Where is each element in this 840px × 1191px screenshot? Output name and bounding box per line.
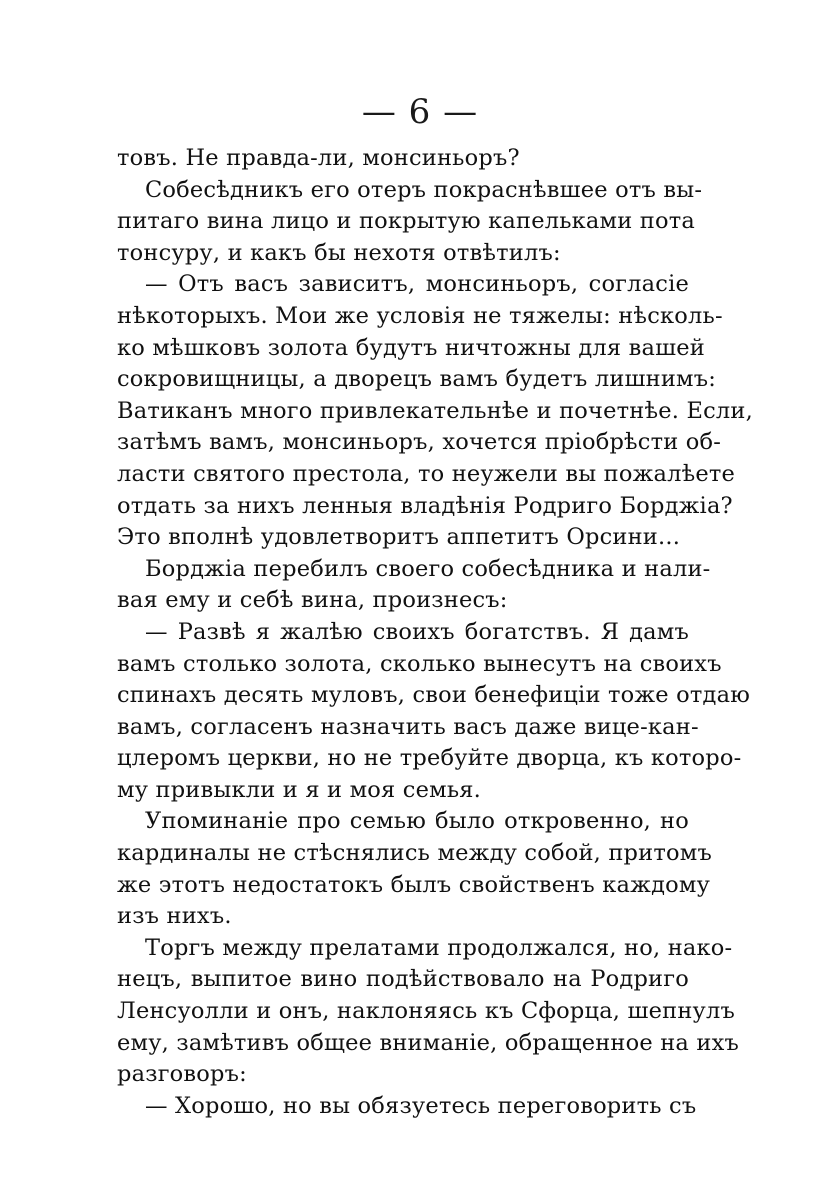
text-line: изъ нихъ. (117, 903, 232, 930)
text-line: ко мѣшковъ золота будутъ ничтожны для вашей (117, 334, 705, 361)
text-line: кардиналы не стѣснялись между собой, притомъ (117, 840, 712, 867)
text-line: Ватиканъ много привлекательнѣе и почетнѣе. Если, (117, 397, 753, 424)
text-line: нецъ, выпитое вино подѣйствовало на Родриго (117, 966, 689, 993)
text-line: товъ. Не правда-ли, монсиньоръ? (117, 145, 520, 171)
text-line: отдать за нихъ ленныя владѣнія Родриго Борджіа? (117, 492, 733, 519)
text-line: сокровищницы, а дворецъ вамъ будетъ лишнимъ: (117, 366, 717, 393)
text-line: — Развѣ я жалѣю своихъ богатствъ. Я дамъ (145, 618, 689, 645)
text-line: затѣмъ вамъ, монсиньоръ, хочется пріобрѣсти об- (117, 429, 722, 456)
text-line: вамъ столько золота, сколько вынесутъ на своихъ (117, 650, 722, 677)
text-line: нѣкоторыхъ. Мои же условія не тяжелы: нѣсколь- (117, 302, 723, 329)
text-line: Ленсуолли и онъ, наклоняясь къ Сфорца, шепнулъ (117, 998, 735, 1025)
body-text (117, 143, 753, 1122)
text-line: питаго вина лицо и покрытую капельками пота (117, 208, 695, 235)
text-line: разговоръ: (117, 1061, 247, 1088)
text-line: ласти святого престола, то неужели вы пожалѣете (117, 460, 736, 487)
text-line: Упоминаніе про семью было откровенно, но (145, 808, 689, 835)
text-line: Борджіа перебилъ своего собесѣдника и нали- (145, 555, 711, 582)
text-line: ему, замѣтивъ общее вниманіе, обращенное на ихъ (117, 1029, 739, 1056)
text-line: Собесѣдникъ его отеръ покраснѣвшее отъ вы- (145, 176, 703, 203)
text-line: тонсуру, и какъ бы нехотя отвѣтилъ: (117, 239, 561, 266)
page-number: — 6 — (361, 92, 479, 132)
text-line: цлеромъ церкви, но не требуйте дворца, къ которо- (117, 745, 742, 772)
text-line: спинахъ десять муловъ, свои бенефиціи тоже отдаю (117, 682, 751, 709)
text-line: Это вполнѣ удовлетворитъ аппетитъ Орсини... (117, 524, 681, 551)
text-line: — Хорошо, но вы обязуетесь переговорить съ (145, 1092, 697, 1119)
text-line: вая ему и себѣ вина, произнесъ: (117, 587, 508, 614)
text-line: вамъ, согласенъ назначить васъ даже вице-кан- (117, 713, 699, 740)
text-line: Торгъ между прелатами продолжался, но, нако- (145, 934, 733, 961)
text-line: — Отъ васъ зависитъ, монсиньоръ, согласіе (145, 271, 689, 298)
text-line: му привыкли и я и моя семья. (117, 776, 482, 803)
text-line: же этотъ недостатокъ былъ свойственъ каждому (117, 871, 711, 898)
